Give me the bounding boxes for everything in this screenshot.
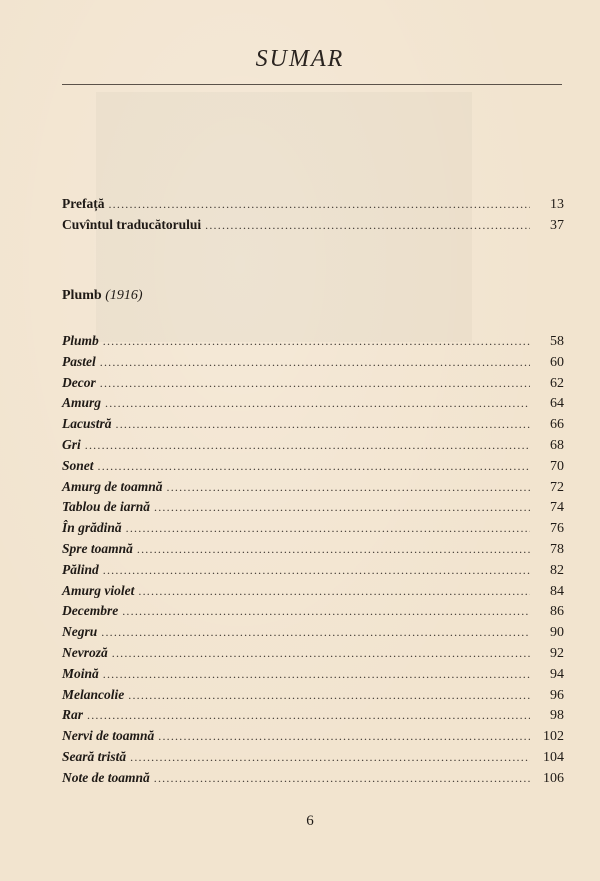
- toc-entry-page: 70: [550, 458, 564, 474]
- dot-leader: [105, 396, 530, 411]
- toc-entry: [62, 520, 564, 541]
- dot-leader: [154, 500, 530, 515]
- toc-entry-title: Moină: [62, 665, 99, 681]
- intro-list: [62, 196, 564, 238]
- toc-entry: [62, 354, 564, 375]
- dot-leader: [128, 688, 530, 703]
- dot-leader: [138, 584, 530, 599]
- toc-entry-title: Nervi de toamnă: [62, 728, 155, 744]
- toc-entry-page: 90: [550, 625, 564, 641]
- toc-entry-title: Negru: [62, 624, 98, 640]
- dot-leader: [130, 750, 530, 765]
- page-number: 6: [306, 813, 314, 829]
- toc-entry: [62, 333, 564, 354]
- toc-entry-page: 92: [550, 645, 564, 661]
- toc-entry: [62, 395, 564, 416]
- toc-entry: [62, 499, 564, 520]
- dot-leader: [87, 708, 530, 723]
- title-rule: [62, 84, 562, 85]
- toc-entry-title: Decor: [62, 374, 96, 390]
- toc-entry-title: Amurg de toamnă: [62, 478, 163, 494]
- toc-entry-page: 104: [543, 749, 564, 765]
- toc-entry-page: 72: [550, 479, 564, 495]
- dot-leader: [158, 729, 530, 744]
- toc-entry-title: Lacustră: [62, 416, 112, 432]
- toc-entry: [62, 687, 564, 708]
- poem-list: [62, 333, 564, 791]
- toc-entry-title: Sonet: [62, 457, 94, 473]
- section-year: (1916): [105, 288, 143, 303]
- toc-entry-page: 78: [550, 541, 564, 557]
- dot-leader: [167, 480, 530, 495]
- toc-entry-page: 94: [550, 666, 564, 682]
- toc-entry-title: În grădină: [62, 520, 122, 536]
- toc-entry-title: Rar: [62, 707, 84, 723]
- toc-entry-title: Prefață: [62, 196, 105, 211]
- toc-entry-page: 96: [550, 687, 564, 703]
- dot-leader: [137, 542, 530, 557]
- toc-entry-title: Pălind: [62, 561, 99, 577]
- toc-entry: [62, 645, 564, 666]
- toc-entry-title: Cuvîntul traducătorului: [62, 216, 202, 232]
- toc-entry-title: Tablou de iarnă: [62, 499, 151, 515]
- toc-entry: [62, 707, 564, 728]
- dot-leader: [108, 197, 530, 212]
- toc-entry-title: Seară tristă: [62, 748, 127, 764]
- toc-entry: [62, 375, 564, 396]
- toc-entry: [62, 749, 564, 770]
- dot-leader: [116, 417, 530, 432]
- toc-entry: [62, 437, 564, 458]
- toc-entry-page: 60: [550, 354, 564, 370]
- dot-leader: [98, 459, 530, 474]
- toc-entry: [62, 583, 564, 604]
- toc-entry-page: 74: [550, 500, 564, 516]
- toc-entry-page: 84: [550, 583, 564, 599]
- toc-entry-page: 66: [550, 417, 564, 433]
- toc-entry: [62, 196, 564, 217]
- section-heading: [62, 288, 143, 304]
- toc-entry-title: Plumb: [62, 333, 99, 348]
- toc-entry-page: 58: [550, 334, 564, 349]
- dot-leader: [205, 218, 530, 233]
- toc-entry: [62, 603, 564, 624]
- dot-leader: [103, 334, 530, 349]
- toc-entry: [62, 624, 564, 645]
- dot-leader: [103, 667, 530, 682]
- toc-entry: [62, 217, 564, 238]
- dot-leader: [100, 376, 530, 391]
- toc-entry-page: 13: [550, 197, 564, 212]
- toc-entry: [62, 458, 564, 479]
- toc-entry: [62, 728, 564, 749]
- toc-entry: [62, 562, 564, 583]
- dot-leader: [126, 521, 530, 536]
- toc-entry-page: 86: [550, 604, 564, 620]
- toc-entry-title: Nevroză: [62, 644, 108, 660]
- toc-entry-title: Decembre: [62, 603, 119, 619]
- dot-leader: [85, 438, 530, 453]
- toc-entry-page: 106: [543, 770, 564, 786]
- dot-leader: [154, 771, 530, 786]
- toc-entry: [62, 479, 564, 500]
- toc-entry: [62, 416, 564, 437]
- toc-entry-page: 64: [550, 396, 564, 412]
- toc-entry-page: 98: [550, 708, 564, 724]
- toc-entry-title: Note de toamnă: [62, 769, 150, 785]
- section-name: Plumb: [62, 288, 102, 303]
- toc-entry-page: 102: [543, 729, 564, 745]
- toc-entry-page: 68: [550, 437, 564, 453]
- toc-entry-title: Amurg: [62, 395, 102, 411]
- toc-entry-page: 76: [550, 521, 564, 537]
- toc-entry-page: 37: [550, 217, 564, 233]
- dot-leader: [101, 625, 530, 640]
- toc-entry: [62, 666, 564, 687]
- toc-entry-title: Amurg violet: [62, 582, 135, 598]
- toc-entry-page: 62: [550, 375, 564, 391]
- toc-entry-page: 82: [550, 562, 564, 578]
- toc-entry-title: Pastel: [62, 353, 96, 369]
- toc-entry-title: Gri: [62, 436, 81, 452]
- page-title: SUMAR: [255, 46, 345, 72]
- toc-entry: [62, 541, 564, 562]
- toc-entry-title: Melancolie: [62, 686, 125, 702]
- dot-leader: [112, 646, 530, 661]
- dot-leader: [122, 604, 530, 619]
- dot-leader: [100, 355, 530, 370]
- toc-entry-title: Spre toamnă: [62, 540, 133, 556]
- dot-leader: [103, 563, 530, 578]
- toc-entry: [62, 770, 564, 791]
